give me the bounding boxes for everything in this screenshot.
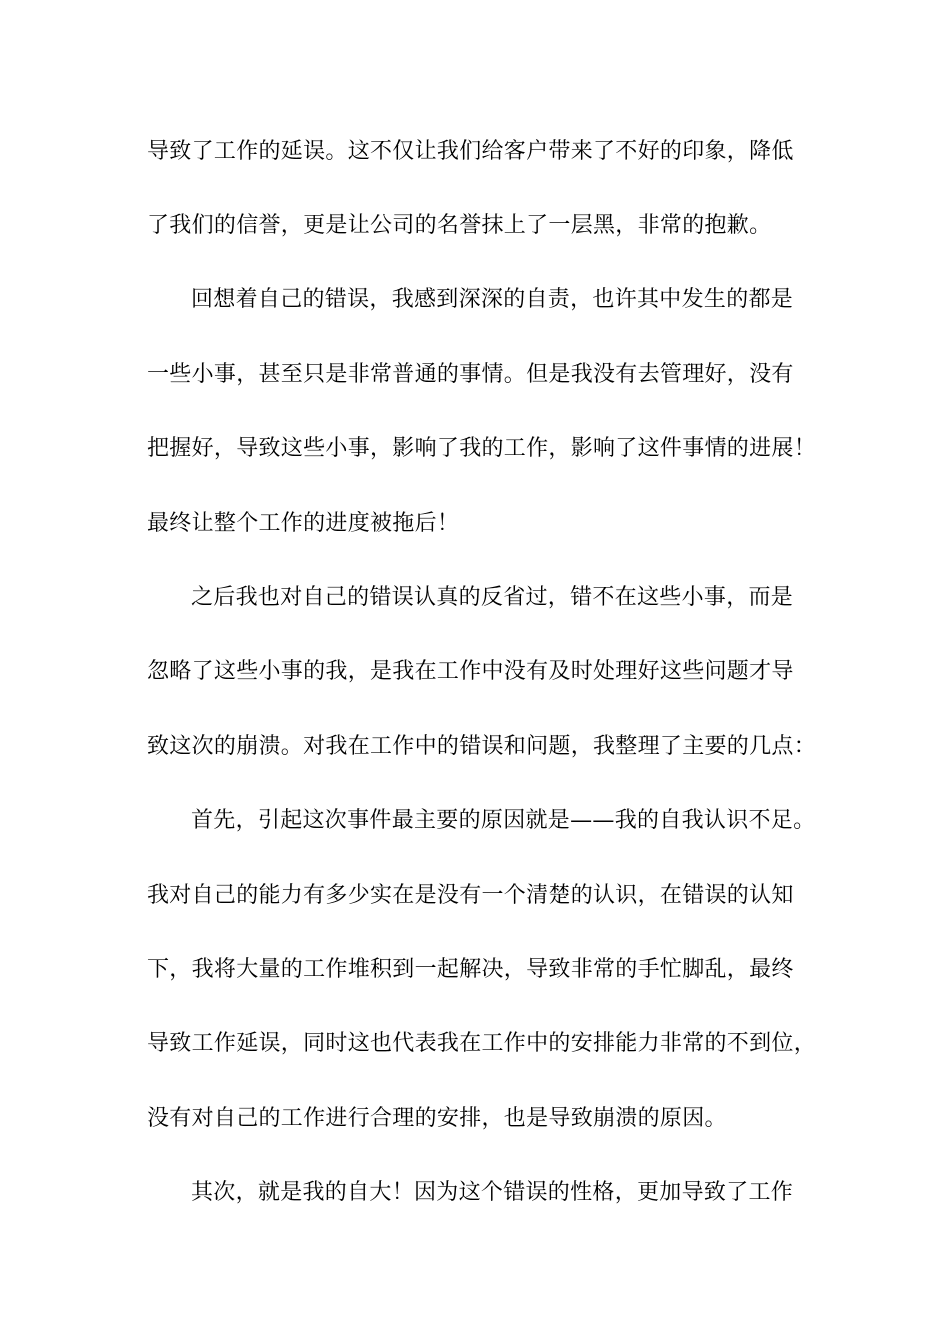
text-line: 一些小事，甚至只是非常普通的事情。但是我没有去管理好，没有 bbox=[147, 362, 794, 387]
text-line: 致这次的崩溃。对我在工作中的错误和问题，我整理了主要的几点： bbox=[147, 734, 817, 759]
text-line: 导致工作延误，同时这也代表我在工作中的安排能力非常的不到位， bbox=[147, 1031, 817, 1056]
text-line: 最终让整个工作的进度被拖后！ bbox=[147, 511, 460, 536]
text-line: 把握好，导致这些小事，影响了我的工作，影响了这件事情的进展！ bbox=[147, 436, 817, 461]
text-line: 下，我将大量的工作堆积到一起解决，导致非常的手忙脚乱，最终 bbox=[147, 957, 794, 982]
paragraph-start-line: 回想着自己的错误，我感到深深的自责，也许其中发生的都是 bbox=[191, 287, 794, 312]
paragraph-start-line: 之后我也对自己的错误认真的反省过，错不在这些小事，而是 bbox=[191, 585, 794, 610]
text-line: 我对自己的能力有多少实在是没有一个清楚的认识，在错误的认知 bbox=[147, 883, 794, 908]
text-line: 导致了工作的延误。这不仅让我们给客户带来了不好的印象，降低 bbox=[147, 139, 794, 164]
paragraph-start-line: 首先，引起这次事件最主要的原因就是——我的自我认识不足。 bbox=[191, 808, 816, 833]
text-line: 忽略了这些小事的我，是我在工作中没有及时处理好这些问题才导 bbox=[147, 659, 794, 684]
text-line: 没有对自己的工作进行合理的安排，也是导致崩溃的原因。 bbox=[147, 1106, 727, 1131]
text-line: 了我们的信誉，更是让公司的名誉抹上了一层黑，非常的抱歉。 bbox=[147, 213, 772, 238]
paragraph-start-line: 其次，就是我的自大！因为这个错误的性格，更加导致了工作 bbox=[191, 1180, 794, 1205]
